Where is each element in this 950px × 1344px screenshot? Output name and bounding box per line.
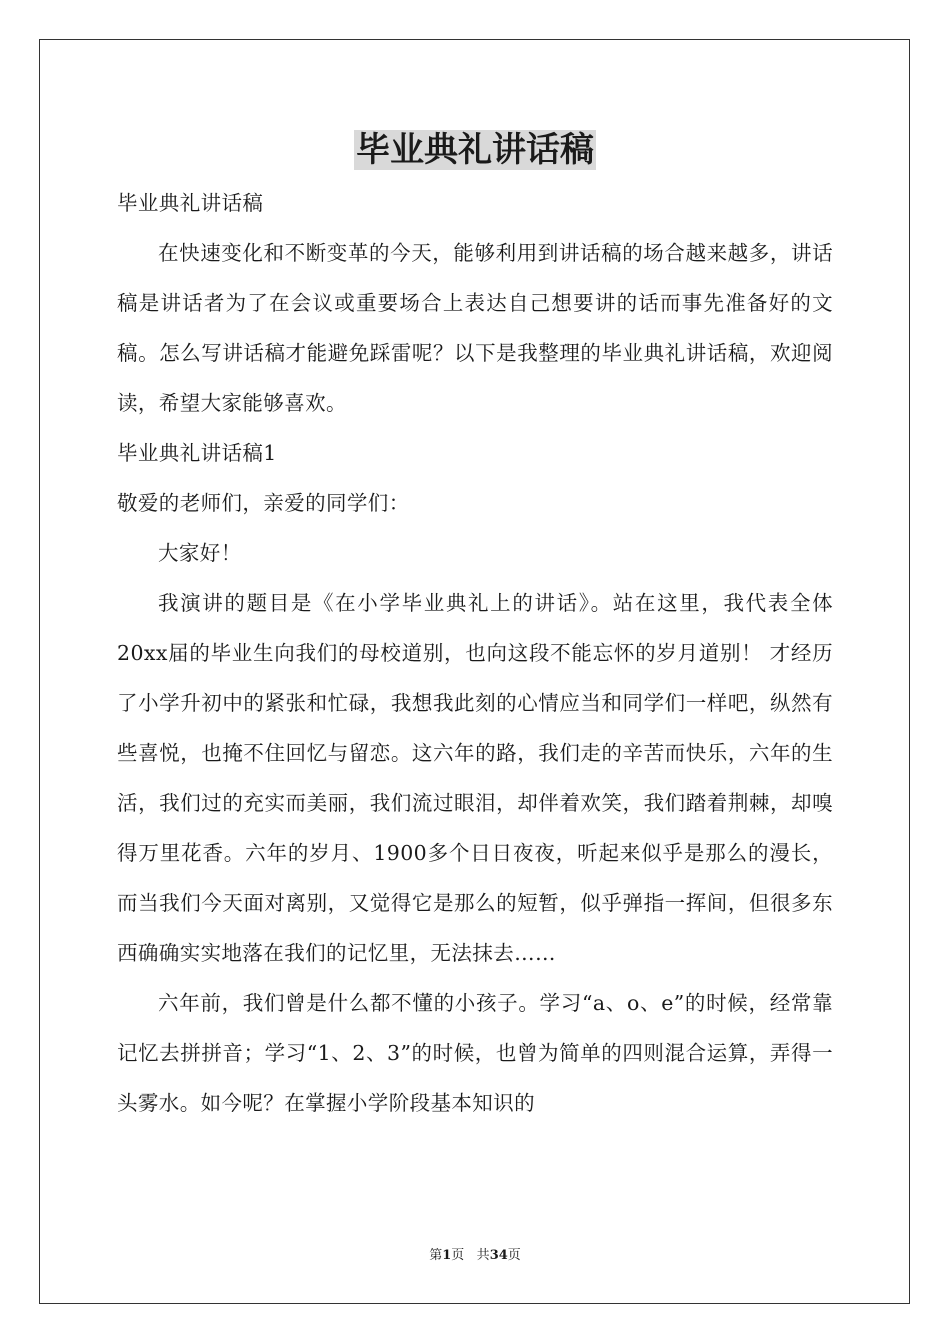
page-prefix: 第 — [429, 1248, 443, 1263]
total-pages: 34 — [489, 1248, 508, 1263]
document-title-text: 毕业典礼讲话稿 — [356, 130, 594, 170]
paragraph: 大家好！ — [158, 541, 242, 565]
paragraph: 我演讲的题目是《在小学毕业典礼上的讲话》。站在这里，我代表全体20xx届的毕业生向我们的母校道别，也向这段不能忘怀的岁月道别！ 才经历了小学升初中的紧张和忙碌，我想我此刻的心情应当和同学们一样吧，纵然有些喜悦，也掩不住回忆与留恋。这六年的路，我们走的辛苦而快乐，六年的生活，我们过的充实而美丽，我们流过眼泪，却伴着欢笑，我们踏着荆棘，却嗅得万里花香。六年的岁月、1900多个日日夜夜，听起来似乎是那么的漫长，而当我们今天面对离别，又觉得它是那么的短暂，似乎弹指一挥间，但很多东西确确实实地落在我们的记忆里，无法抹去…… — [117, 591, 833, 965]
document-body — [117, 178, 833, 1128]
total-suffix: 页 — [507, 1248, 521, 1263]
total-prefix: 共 — [476, 1248, 490, 1263]
document-title — [0, 128, 950, 172]
page-footer — [0, 1247, 950, 1265]
paragraph: 敬爱的老师们，亲爱的同学们： — [117, 491, 410, 515]
paragraph: 毕业典礼讲话稿1 — [117, 441, 277, 465]
page-number: 1 — [442, 1248, 452, 1263]
paragraph: 六年前，我们曾是什么都不懂的小孩子。学习“a、o、e”的时候，经常靠记忆去拼拼音；学习“1、2、3”的时候，也曾为简单的四则混合运算，弄得一头雾水。如今呢？在掌握小学阶段基本知识的 — [117, 991, 833, 1115]
paragraph: 毕业典礼讲话稿 — [117, 191, 264, 215]
paragraph: 在快速变化和不断变革的今天，能够利用到讲话稿的场合越来越多，讲话稿是讲话者为了在会议或重要场合上表达自己想要讲的话而事先准备好的文稿。怎么写讲话稿才能避免踩雷呢？以下是我整理的毕业典礼讲话稿，欢迎阅读，希望大家能够喜欢。 — [117, 241, 833, 415]
page-suffix: 页 — [451, 1248, 465, 1263]
